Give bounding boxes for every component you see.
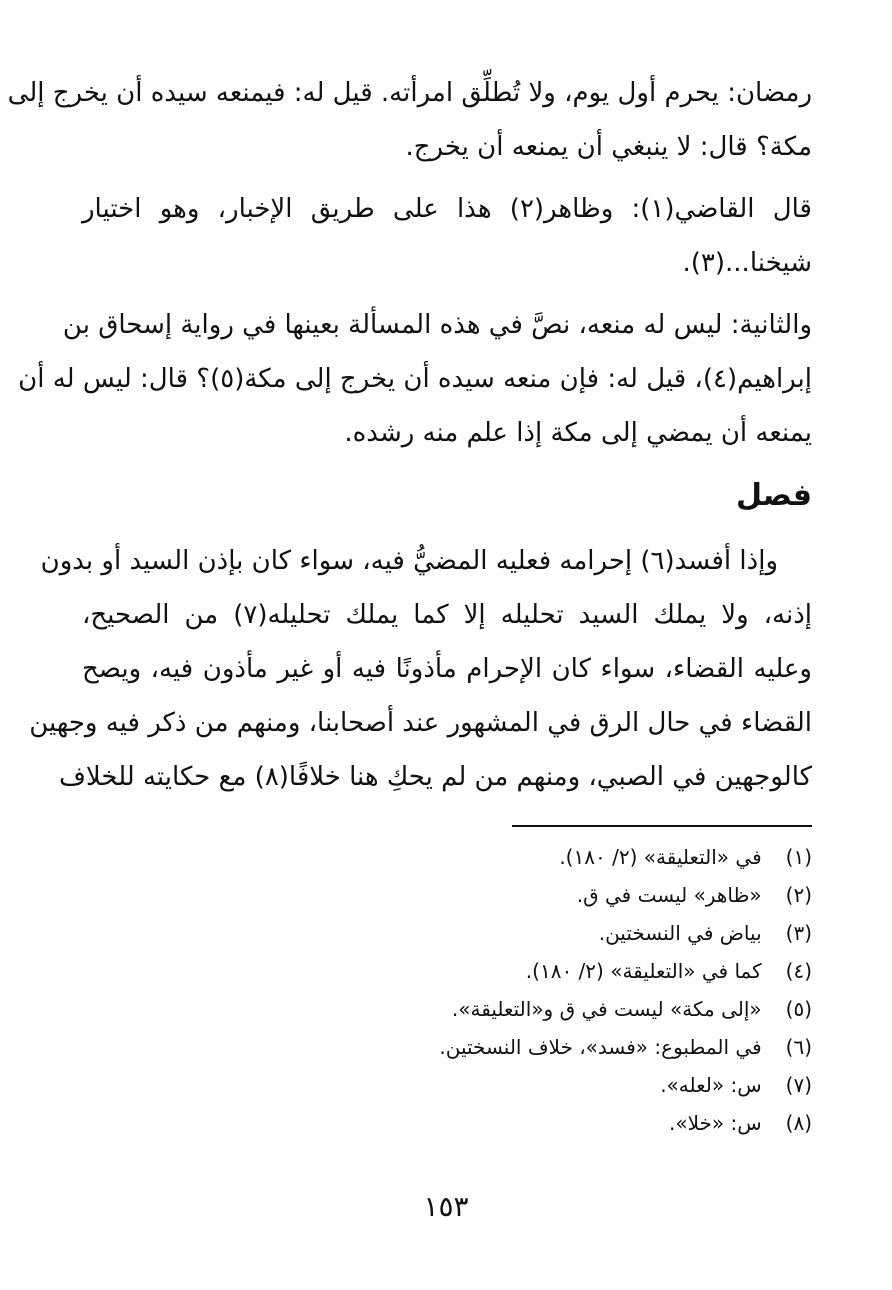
footnote-text: س: «لعله». (660, 1073, 762, 1097)
section-paragraph (29, 534, 813, 804)
footnote-item (92, 1104, 812, 1142)
footnote-number: (٢) (785, 883, 812, 907)
footnote-text: بياض في النسختين. (598, 921, 762, 945)
paragraph-2 (82, 182, 812, 290)
text-line: إذنه، ولا يملك السيد تحليله إلا كما يملك تحليله(٧) من الصحيح، (82, 600, 813, 630)
footnote-text: س: «خلا». (669, 1111, 762, 1135)
footnote-item (92, 952, 812, 990)
footnote-item (92, 876, 812, 914)
text-line: قال القاضي(١): وظاهر(٢) هذا على طريق الإخبار، وهو اختيار (82, 194, 812, 224)
footnote-divider (512, 825, 812, 827)
text-line: مكة؟ قال: لا ينبغي أن يمنعه أن يخرج. (405, 132, 812, 162)
text-line: وإذا أفسد(٦) إحرامه فعليه المضيُّ فيه، سواء كان بإذن السيد أو بدون (40, 546, 778, 576)
main-text-block (7, 66, 813, 812)
text-line: يمنعه أن يمضي إلى مكة إذا علم منه رشده. (344, 418, 812, 448)
footnote-number: (٦) (785, 1035, 812, 1059)
text-line: كالوجهين في الصبي، ومنهم من لم يحكِ هنا خلافًا(٨) مع حكايته للخلاف (58, 762, 812, 792)
text-line: إبراهيم(٤)، قيل له: فإن منعه سيده أن يخرج إلى مكة(٥)؟ قال: ليس له أن (18, 364, 812, 394)
text-line: رمضان: يحرم أول يوم، ولا تُطلِّق امرأته. قيل له: فيمنعه سيده أن يخرج إلى (7, 78, 812, 108)
footnote-number: (٤) (785, 959, 812, 983)
footnote-text: «ظاهر» ليست في ق. (576, 883, 762, 907)
text-line: والثانية: ليس له منعه، نصَّ في هذه المسألة بعينها في رواية إسحاق بن (62, 310, 812, 340)
section-heading: فصل (736, 478, 812, 513)
footnote-item (92, 1066, 812, 1104)
footnote-item (92, 914, 812, 952)
footnote-number: (٣) (785, 921, 812, 945)
footnote-item (92, 990, 812, 1028)
footnote-text: في «التعليقة» (٢/ ١٨٠). (559, 845, 762, 869)
footnote-number: (٧) (785, 1073, 812, 1097)
footnote-text: في المطبوع: «فسد»، خلاف النسختين. (439, 1035, 762, 1059)
text-line: القضاء في حال الرق في المشهور عند أصحابنا، ومنهم من ذكر فيه وجهين (29, 708, 812, 738)
paragraph-1 (7, 66, 812, 174)
footnote-text: كما في «التعليقة» (٢/ ١٨٠). (525, 959, 762, 983)
text-line: شيخنا...(٣). (682, 248, 812, 278)
footnote-item (92, 1028, 812, 1066)
page-number: ١٥٣ (423, 1190, 469, 1223)
footnote-item (92, 838, 812, 876)
footnotes (92, 838, 812, 1142)
footnote-number: (٥) (785, 997, 812, 1021)
footnote-number: (١) (785, 845, 812, 869)
text-line: وعليه القضاء، سواء كان الإحرام مأذونًا فيه أو غير مأذون فيه، ويصح (82, 654, 812, 684)
paragraph-3 (18, 298, 812, 460)
footnote-number: (٨) (785, 1111, 812, 1135)
footnote-text: «إلى مكة» ليست في ق و«التعليقة». (451, 997, 762, 1021)
